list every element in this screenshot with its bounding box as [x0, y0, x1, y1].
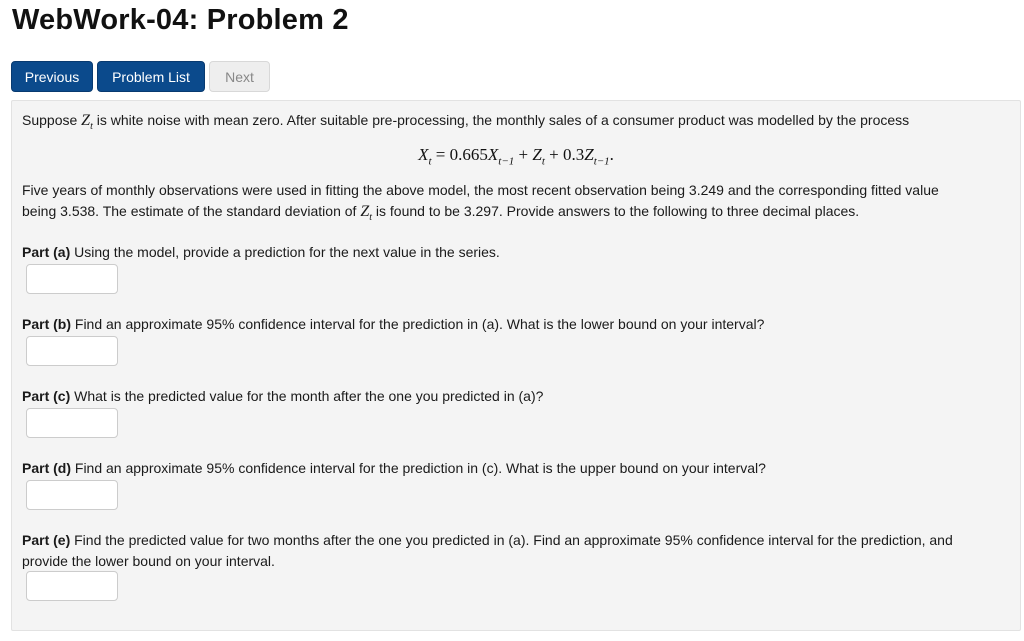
problem-body — [11, 100, 1021, 631]
next-button[interactable]: Next — [209, 61, 270, 92]
description-line-1: Five years of monthly observations were used in fitting the above model, the most recent observation being 3.249 and the corresponding fitted value — [22, 182, 939, 198]
part-d-label: Part (d) — [22, 460, 71, 476]
math-zt: $Z_t$ — [360, 203, 372, 224]
part-d-text: Find an approximate 95% confidence interval for the prediction in (c). What is the upper bound on your interval? — [71, 460, 766, 476]
problem-description — [22, 180, 939, 228]
part-c-answer-input[interactable] — [26, 408, 118, 438]
part-d-answer-input[interactable] — [26, 480, 118, 510]
intro-text-before: Suppose — [22, 112, 82, 128]
part-b-answer-input[interactable] — [26, 336, 118, 366]
part-d-question — [22, 458, 766, 479]
part-e-text-line-1: Find the predicted value for two months after the one you predicted in (a). Find an approximate 95% confidence interval for the prediction, and — [70, 532, 953, 548]
problem-list-button[interactable]: Problem List — [97, 61, 205, 92]
description-line-2-after: is found to be 3.297. Provide answers to the following to three decimal places. — [372, 203, 860, 219]
part-c-label: Part (c) — [22, 388, 71, 404]
part-e-question — [22, 530, 953, 572]
part-a-label: Part (a) — [22, 244, 71, 260]
math-zt: $Z_t$ — [81, 112, 93, 133]
part-a-question — [22, 242, 500, 263]
part-e-text-line-2: provide the lower bound on your interval. — [22, 553, 275, 569]
part-b-label: Part (b) — [22, 316, 71, 332]
page-title: WebWork-04: Problem 2 — [12, 4, 349, 36]
model-equation: $X_t = 0.665X_{t-1} + Z_t + 0.3Z_{t-1}$. — [418, 145, 614, 168]
intro-text-after: is white noise with mean zero. After suitable pre-processing, the monthly sales of a consumer product was modelled by the process — [92, 112, 910, 128]
part-b-question — [22, 314, 764, 335]
problem-intro — [22, 110, 909, 137]
part-b-text: Find an approximate 95% confidence interval for the prediction in (a). What is the lower bound on your interval? — [71, 316, 765, 332]
problem-navigation — [11, 61, 270, 92]
part-c-question — [22, 386, 543, 407]
previous-button[interactable]: Previous — [11, 61, 93, 92]
part-a-answer-input[interactable] — [26, 264, 118, 294]
part-a-text: Using the model, provide a prediction for the next value in the series. — [70, 244, 500, 260]
part-e-label: Part (e) — [22, 532, 71, 548]
part-e-answer-input[interactable] — [26, 571, 118, 601]
description-line-2-before: being 3.538. The estimate of the standard deviation of — [22, 203, 361, 219]
part-c-text: What is the predicted value for the month after the one you predicted in (a)? — [70, 388, 544, 404]
